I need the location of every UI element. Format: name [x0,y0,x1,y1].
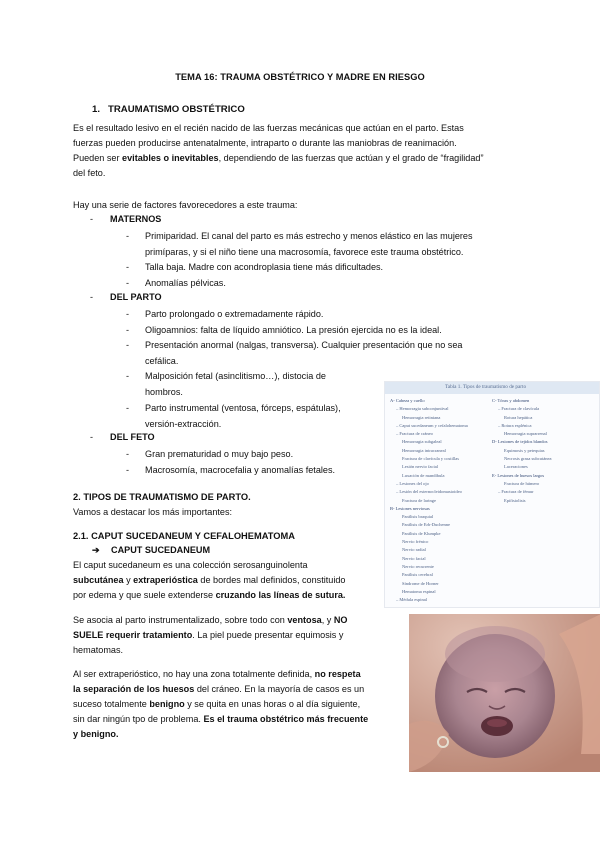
bullet-marker: - [126,325,130,335]
table-column-right [492,397,551,505]
maternal-factors-label: MATERNOS [110,214,162,224]
table-cell: C- Tórax y abdomen [492,398,530,403]
section-1-number: 1. [92,104,101,115]
text-line [73,697,368,712]
table-cell: Parálisis de Klumpke [402,530,441,536]
table-cell: Necrosis grasa subcutánea [504,456,552,462]
caput-extraperiosteal-paragraph [73,667,368,742]
table-cell: – Lesión del esternocleidomastoideo [396,489,462,495]
list-item-text: Malposición fetal (asinclitismo…), distocia de [145,371,326,381]
table-cell: Nervio facial [402,555,426,561]
list-item-text: primíparas, y si el niño tiene una macrosomía, favorece este trauma obstétrico. [145,246,464,257]
table-cell: Nervio radial [402,547,426,553]
bullet-marker: - [126,371,130,381]
text-span: y se quita en unas horas o al día siguiente, [184,699,361,709]
bullet-marker: - [126,262,130,272]
table-cell: Fractura de húmero [504,480,540,486]
table-cell: – Hemorragia subconjuntival [396,406,449,412]
table-cell: B- Lesiones nerviosas [390,505,430,511]
document-title: TEMA 16: TRAUMA OBSTÉTRICO Y MADRE EN RIESGO [175,72,425,82]
bullet-marker: - [126,465,130,475]
section-2-intro: Vamos a destacar los más importantes: [73,507,233,517]
caput-definition-paragraph [73,558,345,603]
bold-text: SUELE requerir tratamiento [73,630,193,640]
bullet-marker: - [126,309,130,319]
newborn-illustration [409,614,600,772]
birth-factors-heading [90,292,162,302]
arrow-right-icon: ➔ [92,545,100,555]
table-cell: Lesión nervio facial [402,464,438,470]
table-cell: Hematoma espinal [402,588,436,594]
bullet-marker: - [126,340,130,350]
bold-text: NO [333,615,348,625]
text-line [73,588,345,603]
bold-text: cruzando las líneas de sutura. [215,590,346,600]
text-span: de bordes mal definidos, constituido [197,575,346,585]
bold-text: no respeta [314,669,361,679]
table-cell: Parálisis de Erb-Duchenne [402,522,450,528]
section-2-heading: 2. TIPOS DE TRAUMATISMO DE PARTO. [73,492,251,502]
text-span: Pueden ser [73,153,123,163]
list-item-text: Macrosomía, macrocefalia y anomalías fetales. [145,465,336,475]
text-line [73,613,348,628]
text-line [73,628,348,643]
table-cell: – Caput sucedaneum y cefalohematoma [396,422,468,428]
text-line: fuerzas pueden producirse antenatalmente, intraparto o durante las maniobras de reanimación. [73,138,457,148]
table-cell: E- Lesiones de huesos largos [492,472,545,478]
birth-factors-label: DEL PARTO [110,292,162,302]
scalp-swelling [445,626,545,682]
fetal-factors-label: DEL FETO [110,432,155,442]
table-cell: Parálisis braquial [402,514,434,520]
table-column-left [390,397,468,604]
list-item-text: versión-extracción. [145,418,222,429]
newborn-caput-photo [409,614,600,772]
bold-text: y benigno. [73,729,119,739]
mouth-inner [487,719,507,727]
text-span: suceso totalmente [73,699,150,709]
text-line [73,151,484,166]
table-cell: Hemorragia intracraneal [402,447,446,453]
dash-marker: - [90,292,94,302]
table-cell: A- Cabeza y cuello [390,398,425,403]
table-cell: Síndrome de Horner [402,580,439,586]
text-line [73,667,368,682]
text-line [73,682,368,697]
table-cell: Epifisiolisis [504,497,526,503]
table-cell: – Fractura de clavícula [498,406,540,412]
bullet-marker: - [126,403,130,413]
bullet-marker: - [126,278,130,288]
list-item-text: Talla baja. Madre con acondroplasia tiene más dificultades. [145,262,384,272]
list-item-text: Parto prolongado o extremadamente rápido. [145,309,324,319]
list-item-text: Oligoamnios: falta de líquido amniótico. La presión ejercida no es la ideal. [145,325,442,335]
table-cell: Parálisis cerebral [402,572,433,578]
text-span: y [123,575,134,585]
factors-intro: Hay una serie de factores favorecedores a este trauma: [73,200,298,210]
bold-text: la separación de los huesos [73,684,195,694]
bold-text: subcutánea [73,575,124,585]
text-span: Se asocia al parto instrumentalizado, sobre todo con [73,615,288,625]
list-item-text: Presentación anormal (nalgas, transversa). Cualquier presentación que no sea [145,340,463,350]
dash-marker: - [90,214,94,224]
bold-text: Es el trauma obstétrico más frecuente [203,714,369,724]
text-span: , y [321,615,334,625]
table-cell: Fractura de laringe [402,497,436,503]
caput-heading-text: CAPUT SUCEDANEUM [111,545,211,555]
dash-marker: - [90,432,94,442]
text-span: del cráneo. En la mayoría de casos es un [194,684,365,694]
subsection-2-1-heading: 2.1. CAPUT SUCEDANEUM Y CEFALOHEMATOMA [73,531,295,541]
list-item-text: hombros. [145,386,183,397]
bold-text: extraperióstica [133,575,198,585]
table-cell: Hemorragia suprarrenal [504,431,547,437]
table-cell: Luxación de mandíbula [402,472,445,478]
list-item-text: Parto instrumental (ventosa, fórceps, espátulas), [145,403,341,413]
text-span: . La piel puede presentar equimosis y [192,630,344,640]
table-cell: D- Lesiones de tejidos blandos [492,439,548,445]
section-1-definition-paragraph [73,121,484,181]
table-cell: Hemorragia retiniana [402,414,441,420]
list-item-text: Anomalías pélvicas. [145,278,226,288]
table-cell: Fractura de clavícula y costillas [402,456,459,462]
table-cell: – Fractura de fémur [498,489,534,495]
section-1-heading [92,104,245,115]
table-cell: Nervio frénico [402,539,429,545]
caput-heading [92,545,210,556]
table-cell: Equimosis y petequias [504,447,545,453]
table-cell: – Lesiones del ojo [396,480,429,486]
table-caption: Tabla 1. Tipos de traumatismo de parto [445,384,527,390]
list-item-text: Gran prematuridad o muy bajo peso. [145,449,294,459]
table-cell: Laceraciones [504,464,528,470]
table-cell: Rotura hepática [504,414,533,420]
table-cell: Hemorragia subgaleal [402,439,442,445]
text-line: El caput sucedaneum es una colección serosanguinolenta [73,560,308,570]
section-1-heading-text: TRAUMATISMO OBSTÉTRICO [108,104,245,115]
text-span: Al ser extraperióstico, no hay una zona totalmente definida, [73,669,315,679]
text-line: hematomas. [73,645,124,655]
table-cell: – Fractura de cráneo [396,431,433,437]
bullet-marker: - [126,231,130,241]
bold-text: evitables o inevitables [122,153,219,163]
text-line [73,712,368,727]
text-span: sin dar ningún tpo de problema. [73,714,204,724]
text-line: del feto. [73,168,106,178]
bold-text: benigno [149,699,185,709]
text-span: , dependiendo de las fuerzas que actúan y el grado de “fragilidad” [218,153,484,163]
trauma-types-table-image [384,381,600,608]
table-cell: – Rotura esplénica [498,422,532,428]
text-span: por edema y que suele extenderse [73,590,216,600]
fetal-factors-heading [90,432,155,442]
text-line [73,573,345,588]
text-line [73,727,368,742]
list-item-text: cefálica. [145,355,179,366]
list-item-text: Primiparidad. El canal del parto es más estrecho y menos elástico en las mujeres [145,231,473,241]
table-cell: Nervio recurrente [402,563,434,569]
text-line: Es el resultado lesivo en el recién nacido de las fuerzas mecánicas que actúan en el parto. Estas [73,123,464,133]
bold-text: ventosa [287,615,322,625]
maternal-factors-heading [90,214,161,224]
bullet-marker: - [126,449,130,459]
caput-association-paragraph [73,613,348,658]
table-cell: – Médula espinal [396,597,427,603]
